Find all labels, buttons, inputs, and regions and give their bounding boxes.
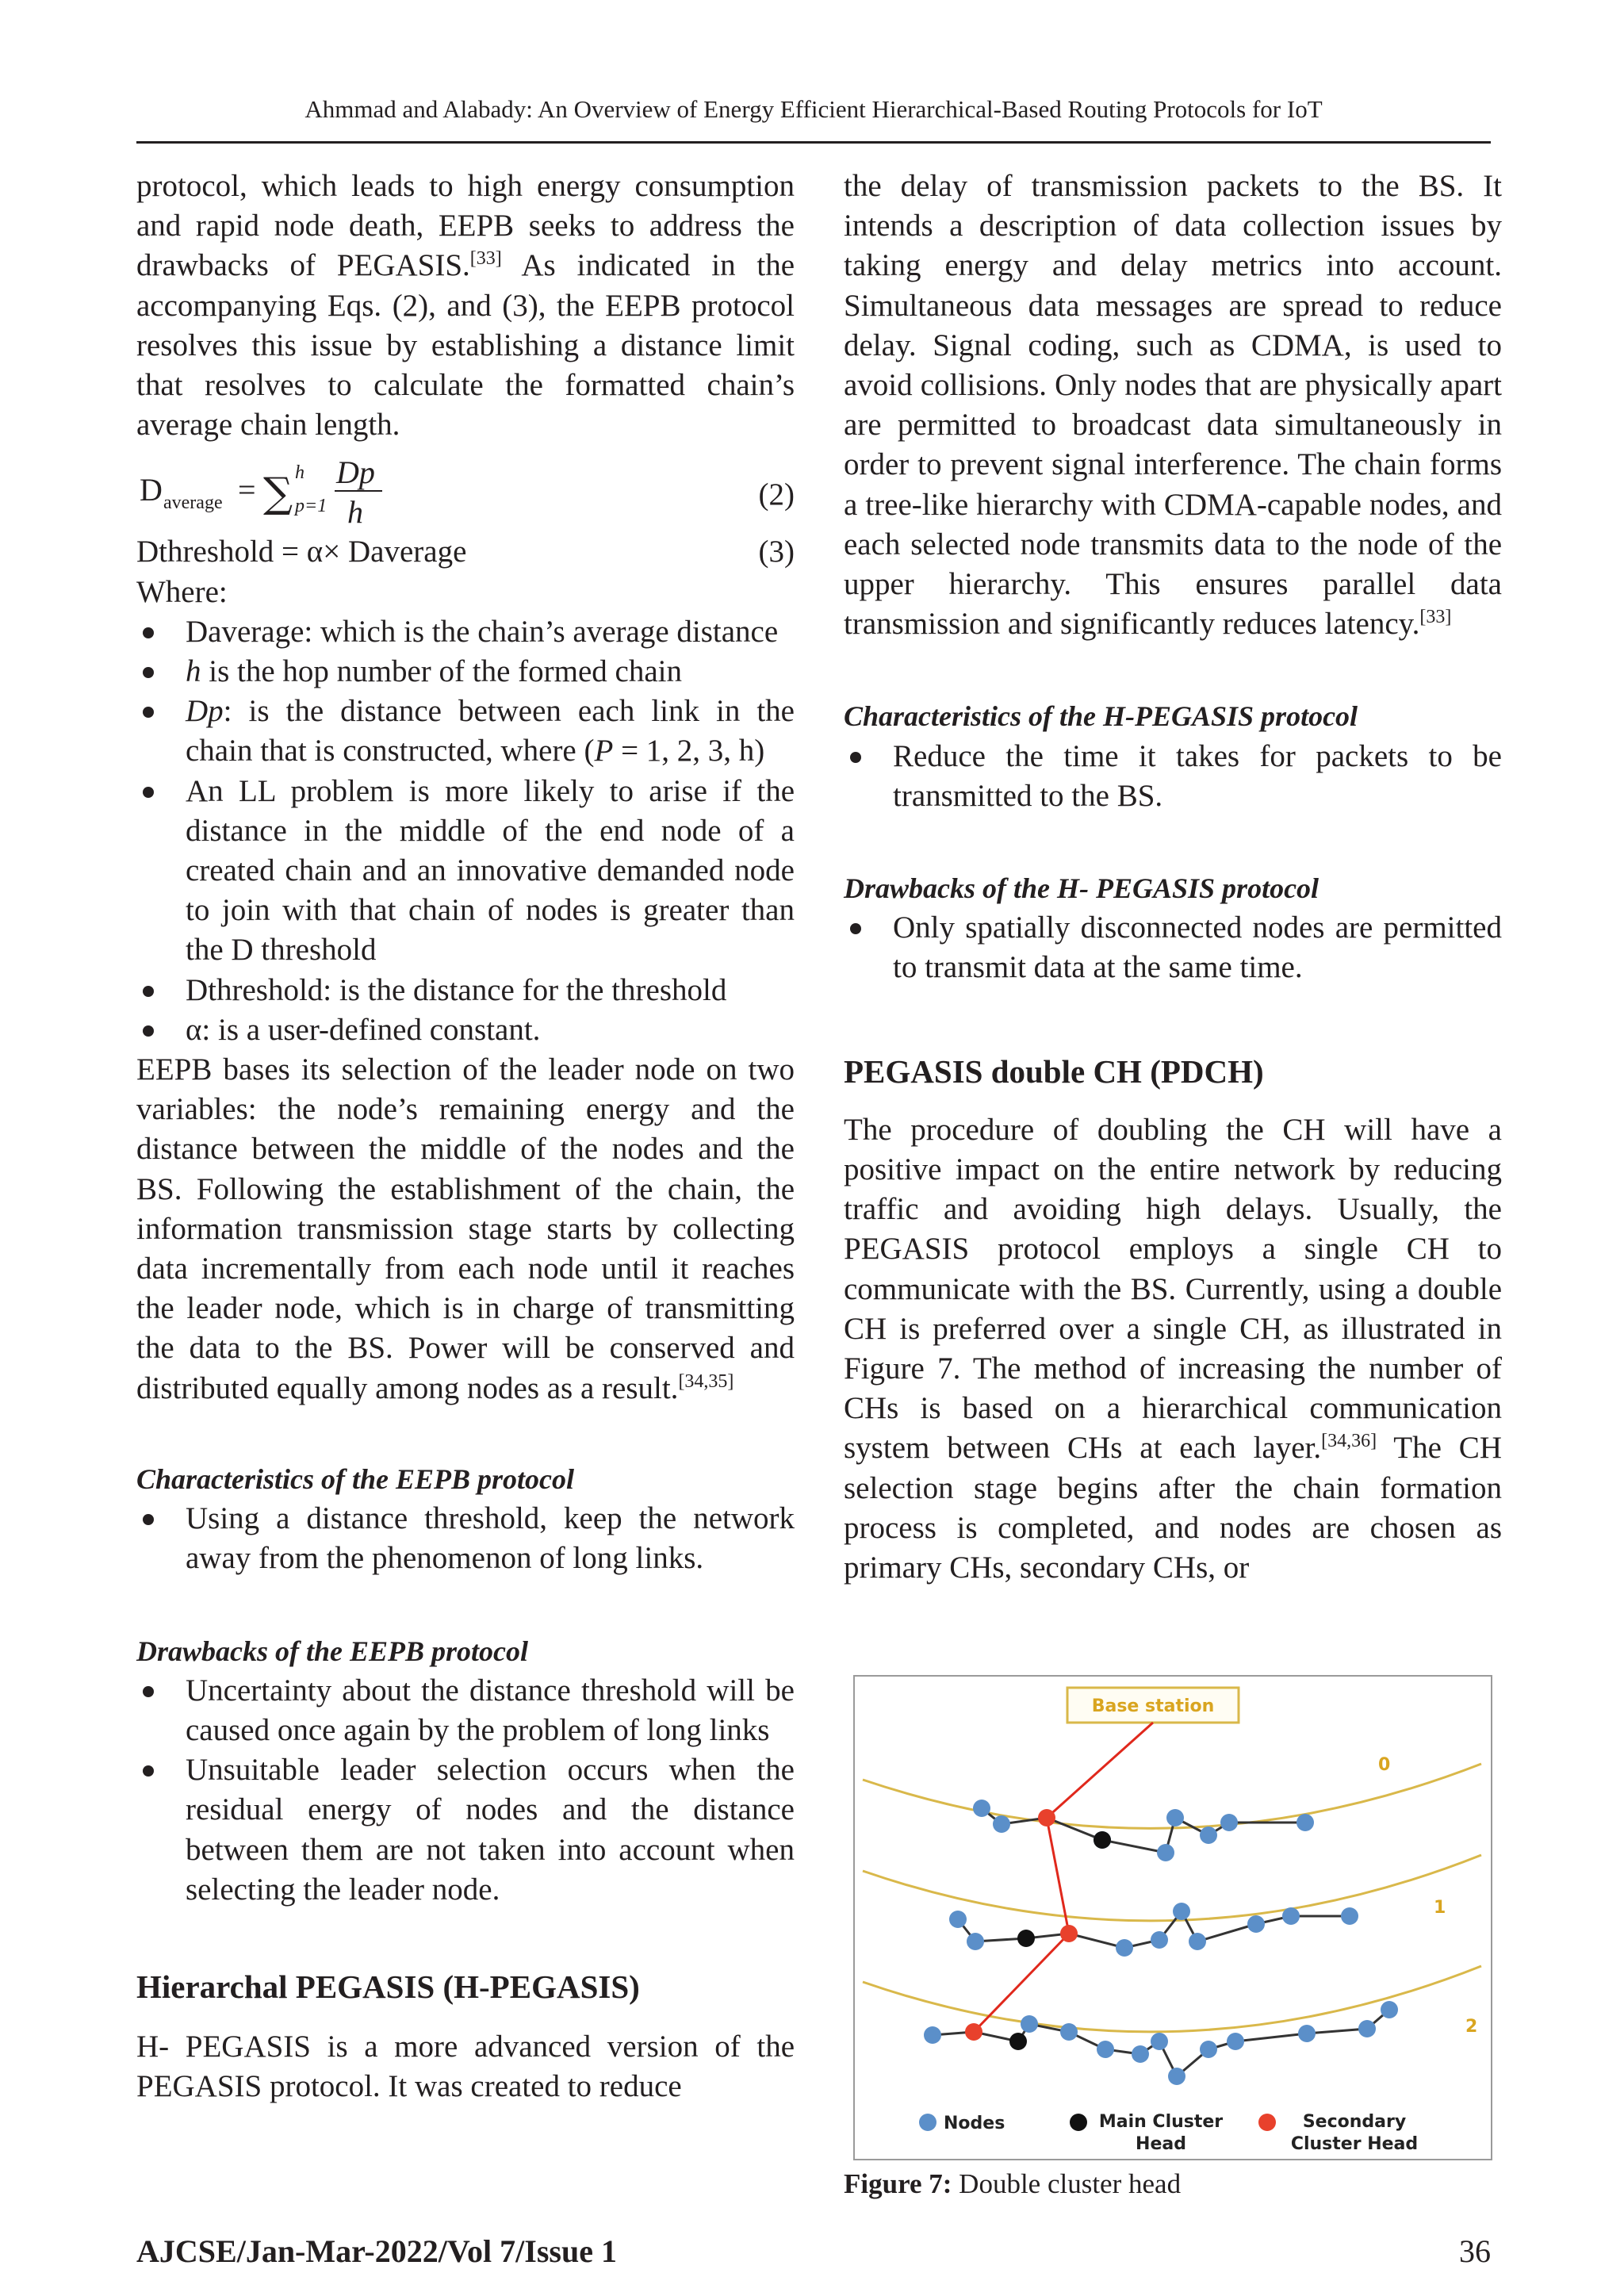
equation-2 (136, 445, 795, 532)
pdch-para: The procedure of doubling the CH will have a positive impact on the entire network by reducing traffic and avoiding high delays. Usually, the PEGASIS protocol employs a single CH to communicate with the BS. Currently, using a double CH is preferred over a single CH, as illustrated in Figure 7. The method of increasing the number of CHs is based on a hierarchical communication system between CHs at each layer.[34,36] The CH selection stage begins after the chain formation process is completed, and nodes are chosen as primary CHs, secondary CHs, or (844, 1112, 1502, 1585)
citation[interactable]: [33] (1419, 607, 1452, 628)
node (1097, 2041, 1114, 2058)
node (1189, 1933, 1206, 1950)
citation[interactable]: [33] (469, 248, 502, 270)
eq2-denominator: h (347, 494, 363, 531)
hpegasis-characteristics-heading: Characteristics of the H-PEGASIS protocol (844, 700, 1358, 733)
secondary-cluster-head (965, 2023, 982, 2041)
equation-3-number: (3) (758, 535, 795, 569)
node (967, 1933, 984, 1950)
legend-secondary-ch-swatch (1258, 2114, 1276, 2131)
legend-node-swatch (919, 2114, 936, 2131)
figure-caption: Figure 7: Double cluster head (844, 2168, 1182, 2199)
eq2-lower: p=1 (295, 496, 327, 517)
node (1173, 1903, 1190, 1920)
node (1341, 1907, 1358, 1925)
main-cluster-head (1017, 1930, 1035, 1947)
secondary-cluster-head (1038, 1809, 1055, 1826)
node (973, 1800, 990, 1817)
base-station-label: Base station (1091, 1696, 1215, 1716)
left-column (136, 167, 795, 2107)
eepb-drawbacks-heading: Drawbacks of the EEPB protocol (136, 1635, 529, 1667)
node (1116, 1939, 1133, 1957)
header-rule (136, 141, 1491, 144)
legend-secondary-ch-label-2: Cluster Head (1290, 2134, 1419, 2154)
equation-3-text: Dthreshold = α× Daverage (136, 535, 467, 569)
node (924, 2026, 941, 2044)
node (1282, 1907, 1300, 1925)
eq2-numerator: Dp (336, 454, 375, 491)
node (1200, 2041, 1217, 2058)
node (1021, 2015, 1038, 2033)
legend-main-ch-swatch (1070, 2114, 1087, 2131)
right-column (844, 167, 1502, 1588)
layer-label: 1 (1434, 1898, 1446, 1918)
figure-7 (853, 1675, 1492, 2160)
bullet-item: Reduce the time it takes for packets to be transmitted to the BS. (844, 737, 1502, 816)
node (1151, 2033, 1168, 2050)
node (1132, 2045, 1149, 2063)
equation-2-number: (2) (758, 477, 795, 512)
chain-layer-0 (982, 1808, 1305, 1853)
main-cluster-head (1094, 1831, 1111, 1849)
bullet-item: Uncertainty about the distance threshold will be caused once again by the problem of long links (136, 1671, 795, 1750)
node (1247, 1915, 1265, 1933)
bullet-item: Dthreshold: is the distance for the threshold (136, 971, 795, 1010)
node (1220, 1814, 1238, 1831)
node (1166, 1809, 1184, 1826)
secondary-cluster-head (1060, 1925, 1078, 1942)
node (949, 1911, 967, 1928)
hpegasis-para: H- PEGASIS is a more advanced version of the PEGASIS protocol. It was created to reduce (136, 2030, 795, 2104)
legend-secondary-ch-label: Secondary (1302, 2112, 1407, 2132)
bullet-item: Daverage: which is the chain’s average distance (136, 612, 795, 652)
main-cluster-head (1009, 2033, 1027, 2050)
legend-main-ch-label: Main Cluster (1098, 2112, 1224, 2132)
node (1151, 1931, 1168, 1949)
journal-footer: AJCSE/Jan-Mar-2022/Vol 7/Issue 1 (136, 2233, 617, 2269)
citation[interactable]: [34,35] (678, 1370, 734, 1392)
left-para-2: EEPB bases its selection of the leader node on two variables: the node’s remaining energy and the distance between the middle of the nodes and the BS. Following the establishment of the chain, the information transmission stage starts by collecting data incrementally from each node until it reaches the leader node, which is in charge of transmitting the data to the BS. Power will be conserved and distributed equally among nodes as a result.[34,35] (136, 1052, 795, 1405)
citation[interactable]: [34,36] (1321, 1431, 1377, 1452)
pdch-heading: PEGASIS double CH (PDCH) (844, 1052, 1264, 1090)
equation-2-formula (136, 445, 795, 532)
bullet-item: Dp: is the distance between each link in the chain that is constructed, where (P = 1, 2, 3, h) (136, 692, 795, 771)
bullet-item: Only spatially disconnected nodes are permitted to transmit data at the same time. (844, 908, 1502, 987)
page-number: 36 (1459, 2233, 1491, 2269)
layer-label: 2 (1465, 2017, 1478, 2037)
eq2-upper: h (295, 462, 304, 484)
layer-label: 0 (1378, 1755, 1391, 1775)
node (1060, 2023, 1078, 2041)
bullet-item: h is the hop number of the formed chain (136, 652, 795, 692)
node (1381, 2001, 1398, 2018)
bullet-item: An LL problem is more likely to arise if the distance in the middle of the end node of a created chain and an innovative demanded node to join with that chain of nodes is greater than the D threshold (136, 772, 795, 971)
red-link (974, 1934, 1069, 2032)
layer-2-arc (863, 1966, 1481, 2032)
eepb-characteristics-heading: Characteristics of the EEPB protocol (136, 1462, 575, 1495)
hpegasis-drawbacks-heading: Drawbacks of the H- PEGASIS protocol (844, 872, 1320, 905)
double-cluster-head-diagram (855, 1677, 1491, 2159)
bullet-item: Using a distance threshold, keep the network away from the phenomenon of long links. (136, 1499, 795, 1578)
equation-3 (136, 532, 795, 572)
legend-nodes-label: Nodes (944, 2114, 1005, 2133)
bullet-item: Unsuitable leader selection occurs when the residual energy of nodes and the distance between them are not taken into account when selecting the leader node. (136, 1750, 795, 1910)
bullet-item: α: is a user-defined constant. (136, 1010, 795, 1050)
where-label: Where: (136, 574, 228, 609)
eq2-sigma: ∑ (263, 470, 293, 518)
hpegasis-heading: Hierarchal PEGASIS (H-PEGASIS) (136, 1968, 640, 2005)
node (1227, 2033, 1244, 2050)
node (993, 1815, 1010, 1833)
right-para-1: the delay of transmission packets to the BS. It intends a description of data collection issues by taking energy and delay metrics into account. Simultaneous data messages are spread to reduce delay. Signal coding, such as CDMA, is used to avoid collisions. Only nodes that are physically apart are permitted to broadcast data simultaneously in order to prevent signal interference. The chain forms a tree-like hierarchy with CDMA-capable nodes, and each selected node transmits data to the node of the upper hierarchy. This ensures parallel data transmission and significantly reduces latency.[33] (844, 169, 1502, 642)
node (1358, 2020, 1376, 2037)
legend-main-ch-label-2: Head (1136, 2134, 1186, 2154)
node (1298, 2025, 1316, 2042)
eq2-lhs-sub: average (163, 493, 223, 514)
red-link (1047, 1723, 1153, 1818)
node (1297, 1814, 1314, 1831)
node (1157, 1844, 1174, 1861)
left-para-1: protocol, which leads to high energy consumption and rapid node death, EEPB seeks to address the drawbacks of PEGASIS.[33] As indicated in the accompanying Eqs. (2), and (3), the EEPB protocol resolves this issue by establishing a distance limit that resolves to calculate the formatted chain’s average chain length. (136, 169, 795, 443)
running-head: Ahmmad and Alabady: An Overview of Energy Efficient Hierarchical-Based Routing Protocols for IoT (304, 95, 1323, 123)
node (1168, 2068, 1185, 2085)
eq2-lhs: D (140, 472, 163, 508)
eq2-equals: = (238, 472, 256, 508)
node (1200, 1826, 1217, 1844)
